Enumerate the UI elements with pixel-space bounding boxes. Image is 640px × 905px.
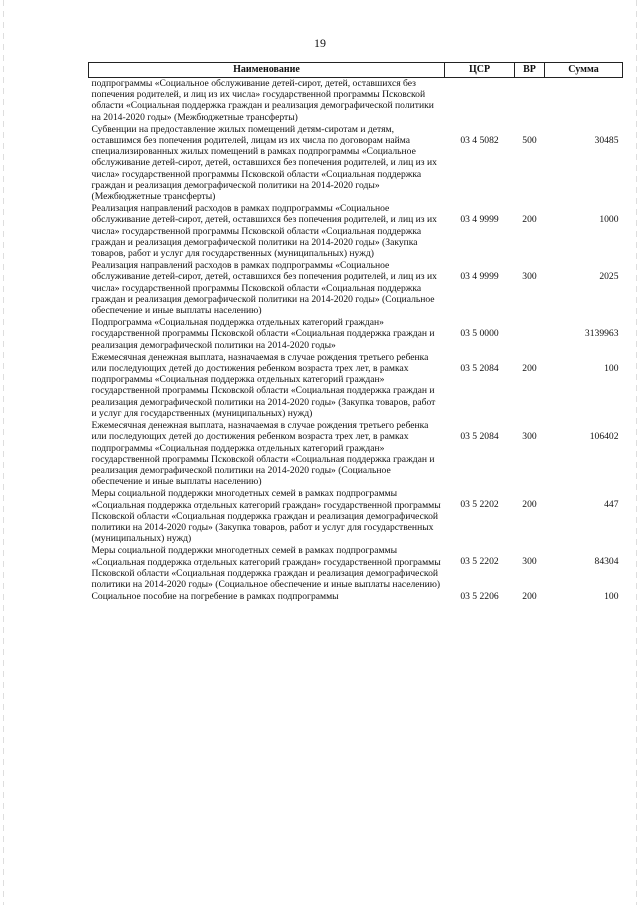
row-name: Субвенции на предоставление жилых помещений детям-сиротам и детям, оставшимся без попечения родителей, лицам из их числа по договорам найма специализированных жилых помещений в рамках подпрограммы «Социальное обслуживание детей-сирот, детей, оставшихся без попечения родителей, и лиц из их числа» государственной программы Псковской области «Социальная поддержка граждан и реализация демографической политики на 2014-2020 годы» (Межбюджетные трансферты): [91, 123, 437, 203]
row-csr: 03 5 0000: [460, 328, 499, 340]
scan-edge-right: [636, 0, 637, 905]
table-row: [89, 545, 623, 591]
row-csr: 03 4 5082: [460, 134, 499, 146]
row-vr: [515, 317, 545, 352]
row-vr: 300: [522, 556, 537, 568]
row-sum: 1000: [599, 214, 619, 226]
table-row: [89, 488, 623, 545]
header-sum: Сумма: [545, 63, 623, 78]
row-csr: 03 5 2202: [460, 499, 499, 511]
table-row: [89, 352, 623, 420]
table-row: [89, 260, 623, 317]
table-row: [89, 591, 623, 603]
row-name: подпрограммы «Социальное обслуживание детей-сирот, детей, оставшихся без попечения родителей, и лиц из их числа» государственной программы Псковской области «Социальная поддержка граждан и реализация демографической политики на 2014-2020 годы» (Межбюджетные трансферты): [91, 78, 434, 123]
row-name: Социальное пособие на погребение в рамках подпрограммы: [91, 591, 339, 603]
row-vr: 500: [522, 134, 537, 146]
table-row: [89, 124, 623, 203]
scan-edge-left: [3, 0, 4, 905]
table-row: [89, 203, 623, 260]
row-name: Ежемесячная денежная выплата, назначаемая в случае рождения третьего ребенка или последующих детей до достижения ребенком возраста трех лет, в рамках подпрограммы «Социальная поддержка отдельных категорий граждан» государственной программы Псковской области «Социальная поддержка граждан и реализация демографической политики на 2014-2020 годы» (Социальное обеспечение и иные выплаты населению): [91, 420, 435, 488]
row-sum: 3139963: [584, 328, 619, 340]
budget-table: [88, 62, 623, 603]
table-row: [89, 78, 623, 124]
row-vr: 300: [522, 431, 537, 443]
row-sum: 106402: [589, 431, 619, 443]
row-csr: 03 4 9999: [460, 214, 499, 226]
row-csr: 03 5 2084: [460, 362, 499, 374]
row-sum: 2025: [599, 271, 619, 283]
table-row: [89, 420, 623, 488]
row-csr: 03 5 2202: [460, 556, 499, 568]
page-number: 19: [314, 36, 326, 50]
row-name: Меры социальной поддержки многодетных семей в рамках подпрограммы «Социальная поддержка отдельных категорий граждан» государственной программы Псковской области «Социальная поддержка граждан и реализация демографической политики на 2014-2020 годы» (Социальное обеспечение и иные выплаты населению): [91, 545, 441, 590]
table-header: [89, 63, 623, 78]
table-row: [89, 317, 623, 352]
row-vr: 200: [522, 214, 537, 226]
row-sum: 100: [604, 362, 619, 374]
row-sum: [545, 78, 623, 124]
header-name: Наименование: [89, 63, 445, 78]
row-vr: 200: [522, 499, 537, 511]
row-csr: [445, 78, 515, 124]
row-sum: 30485: [594, 134, 619, 146]
row-csr: 03 5 2206: [460, 591, 499, 603]
row-sum: 100: [604, 591, 619, 603]
header-csr: ЦСР: [445, 63, 515, 78]
row-name: Меры социальной поддержки многодетных семей в рамках подпрограммы «Социальная поддержка отдельных категорий граждан» государственной программы Псковской области «Социальная поддержка граждан и реализация демографической политики на 2014-2020 годы» (Закупка товаров, работ и услуг для государственных (муниципальных) нужд): [91, 488, 441, 545]
row-vr: [515, 78, 545, 124]
row-csr: 03 5 2084: [460, 431, 499, 443]
row-name: Подпрограмма «Социальная поддержка отдельных категорий граждан» государственной программы Псковской области «Социальная поддержка граждан и реализация демографической политики на 2014-2020 годы»: [91, 317, 435, 351]
row-name: Реализация направлений расходов в рамках подпрограммы «Социальное обслуживание детей-сирот, детей, оставшихся без попечения родителей, и лиц из их числа» государственной программы Псковской области «Социальная поддержка граждан и реализация демографической политики на 2014-2020 годы» (Социальное обеспечение и иные выплаты населению): [91, 260, 437, 317]
row-vr: 300: [522, 271, 537, 283]
row-sum: 84304: [594, 556, 619, 568]
row-sum: 447: [604, 499, 619, 511]
row-name: Реализация направлений расходов в рамках подпрограммы «Социальное обслуживание детей-сирот, детей, оставшихся без попечения родителей, и лиц из их числа» государственной программы Псковской области «Социальная поддержка граждан и реализация демографической политики на 2014-2020 годы» (Закупка товаров, работ и услуг для государственных (муниципальных) нужд): [91, 203, 437, 260]
header-vr: ВР: [515, 63, 545, 78]
row-vr: 200: [522, 591, 537, 603]
row-vr: 200: [522, 362, 537, 374]
row-csr: 03 4 9999: [460, 271, 499, 283]
row-name: Ежемесячная денежная выплата, назначаемая в случае рождения третьего ребенка или последующих детей до достижения ребенком возраста трех лет, в рамках подпрограммы «Социальная поддержка отдельных категорий граждан» государственной программы Псковской области «Социальная поддержка граждан и реализация демографической политики на 2014-2020 годы» (Закупка товаров, работ и услуг для государственных (муниципальных) нужд): [91, 351, 436, 419]
